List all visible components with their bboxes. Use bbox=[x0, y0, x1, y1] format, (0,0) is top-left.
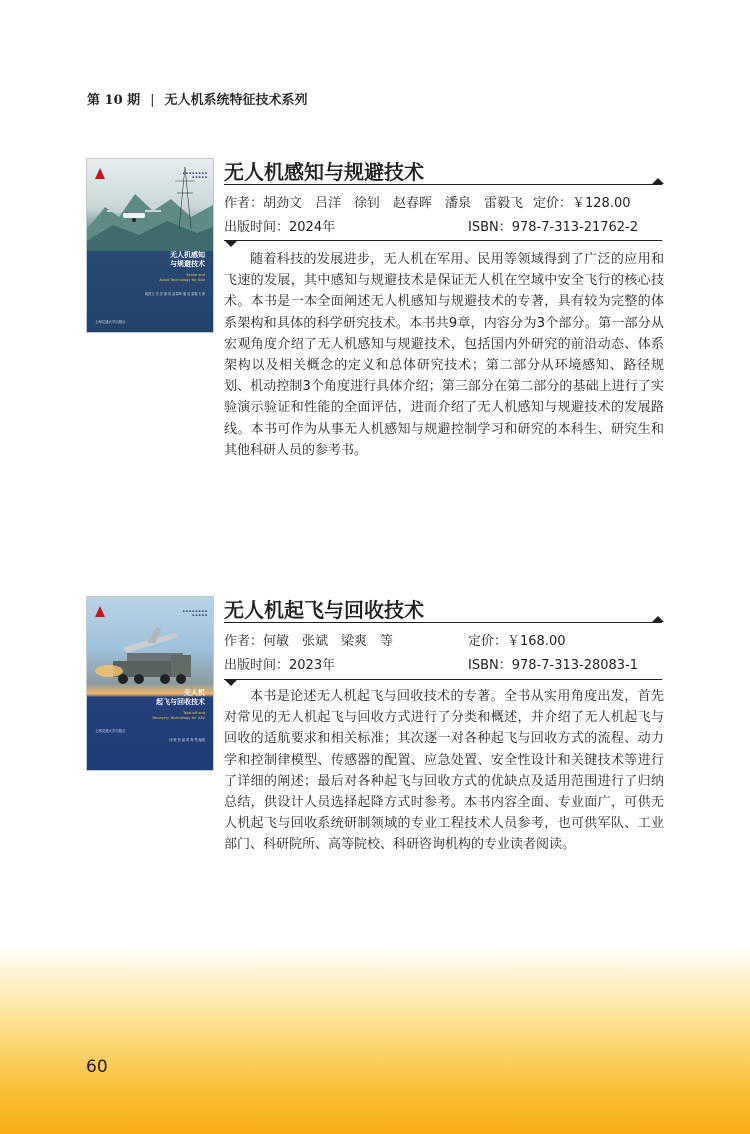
book-authors: 作者：何敏 张斌 梁爽 等 bbox=[224, 634, 394, 649]
series-label: 无人机系统特征技术系列 bbox=[164, 93, 308, 108]
meta-rule bbox=[224, 240, 662, 241]
cover-publisher: 上海交通大学出版社 bbox=[95, 320, 126, 324]
page-number: 60 bbox=[86, 1057, 108, 1077]
cover-authors: 胡劲文 吕 洋 徐 钊 赵春晖 潘 泉 雷毅飞 著 bbox=[144, 292, 205, 296]
book-price: 定价：￥128.00 bbox=[533, 196, 631, 211]
page-header bbox=[87, 89, 308, 108]
cover-series-text: ▪ ▪ ▪ ▪ ▪ ▪ ▪ ▪ ▪ ▪ ▪ ▪ ▪ bbox=[182, 171, 207, 179]
book-isbn: ISBN：978-7-313-28083-1 bbox=[468, 658, 639, 673]
header-separator: | bbox=[150, 93, 155, 108]
cover-illustration bbox=[87, 159, 213, 332]
cover-subtitle: Sense and Avoid Technology for UAV bbox=[159, 273, 205, 282]
title-rule bbox=[224, 184, 662, 185]
book-pub-date: 出版时间：2024年 bbox=[224, 220, 336, 235]
book-cover bbox=[86, 596, 214, 771]
cover-title: 无人机感知 与规避技术 bbox=[170, 251, 205, 268]
book-cover bbox=[86, 158, 214, 333]
book-description: 本书是论述无人机起飞与回收技术的专著。全书从实用角度出发，首先对常见的无人机起飞与回收方式进行了分类和概述，并介绍了无人机起飞与回收的适航要求和相关标准；其次逐一对各种起飞与回收方式的流程、动力学和控制律模型、传感器的配置、应急处置、安全性设计和关键技术等进行了详细的阐述；最后对各种起飞与回收方式的优缺点及适用范围进行了归纳总结，供设计人员选择起降方式时参考。本书内容全面、专业面广，可供无人机起飞与回收系统研制领域的专业工程技术人员参考，也可供军队、工业部门、科研院所、高等院校、科研咨询机构的专业读者阅读。 bbox=[224, 689, 664, 853]
meta-rule bbox=[224, 679, 662, 680]
cover-series-text: ▪ ▪ ▪ ▪ ▪ ▪ ▪ ▪ ▪ ▪ ▪ ▪ ▪ bbox=[182, 609, 207, 617]
book-pub-date: 出版时间：2023年 bbox=[224, 658, 336, 673]
book-title: 无人机感知与规避技术 bbox=[224, 160, 424, 184]
cover-subtitle: Take-off and Recovery Technology for UAV bbox=[152, 711, 205, 720]
book-price: 定价：￥168.00 bbox=[468, 634, 566, 649]
cover-authors: 何 敏 张 斌 梁 爽 等 编著 bbox=[169, 738, 205, 742]
book-isbn: ISBN：978-7-313-21762-2 bbox=[468, 220, 639, 235]
cover-title: 无人机 起飞与回收技术 bbox=[156, 689, 205, 706]
book-description: 随着科技的发展进步，无人机在军用、民用等领域得到了广泛的应用和飞速的发展，其中感知与规避技术是保证无人机在空域中安全飞行的核心技术。本书是一本全面阐述无人机感知与规避技术的专著，具有较为完整的体系架构和具体的科学研究技术。本书共9章，内容分为3个部分。第一部分从宏观角度介绍了无人机感知与规避技术，包括国内外研究的前沿动态、体系架构以及相关概念的定义和总体研究技术；第二部分从环境感知、路径规划、机动控制3个角度进行具体介绍；第三部分在第二部分的基础上进行了实验演示验证和性能的全面评估，进而介绍了无人机感知与规避技术的发展路线。本书可作为从事无人机感知与规避控制学习和研究的本科生、研究生和其他科研人员的参考书。 bbox=[224, 252, 664, 458]
page-footer-gradient bbox=[0, 944, 750, 1134]
book-title: 无人机起飞与回收技术 bbox=[224, 598, 424, 622]
cover-illustration bbox=[87, 597, 213, 770]
cover-publisher: 上海交通大学出版社 bbox=[95, 729, 126, 733]
triangle-marker-icon bbox=[225, 241, 237, 247]
issue-label: 第 10 期 bbox=[87, 93, 141, 108]
title-rule bbox=[224, 622, 662, 623]
book-authors: 作者：胡劲文 吕洋 徐钊 赵春晖 潘泉 雷毅飞 bbox=[224, 196, 524, 211]
